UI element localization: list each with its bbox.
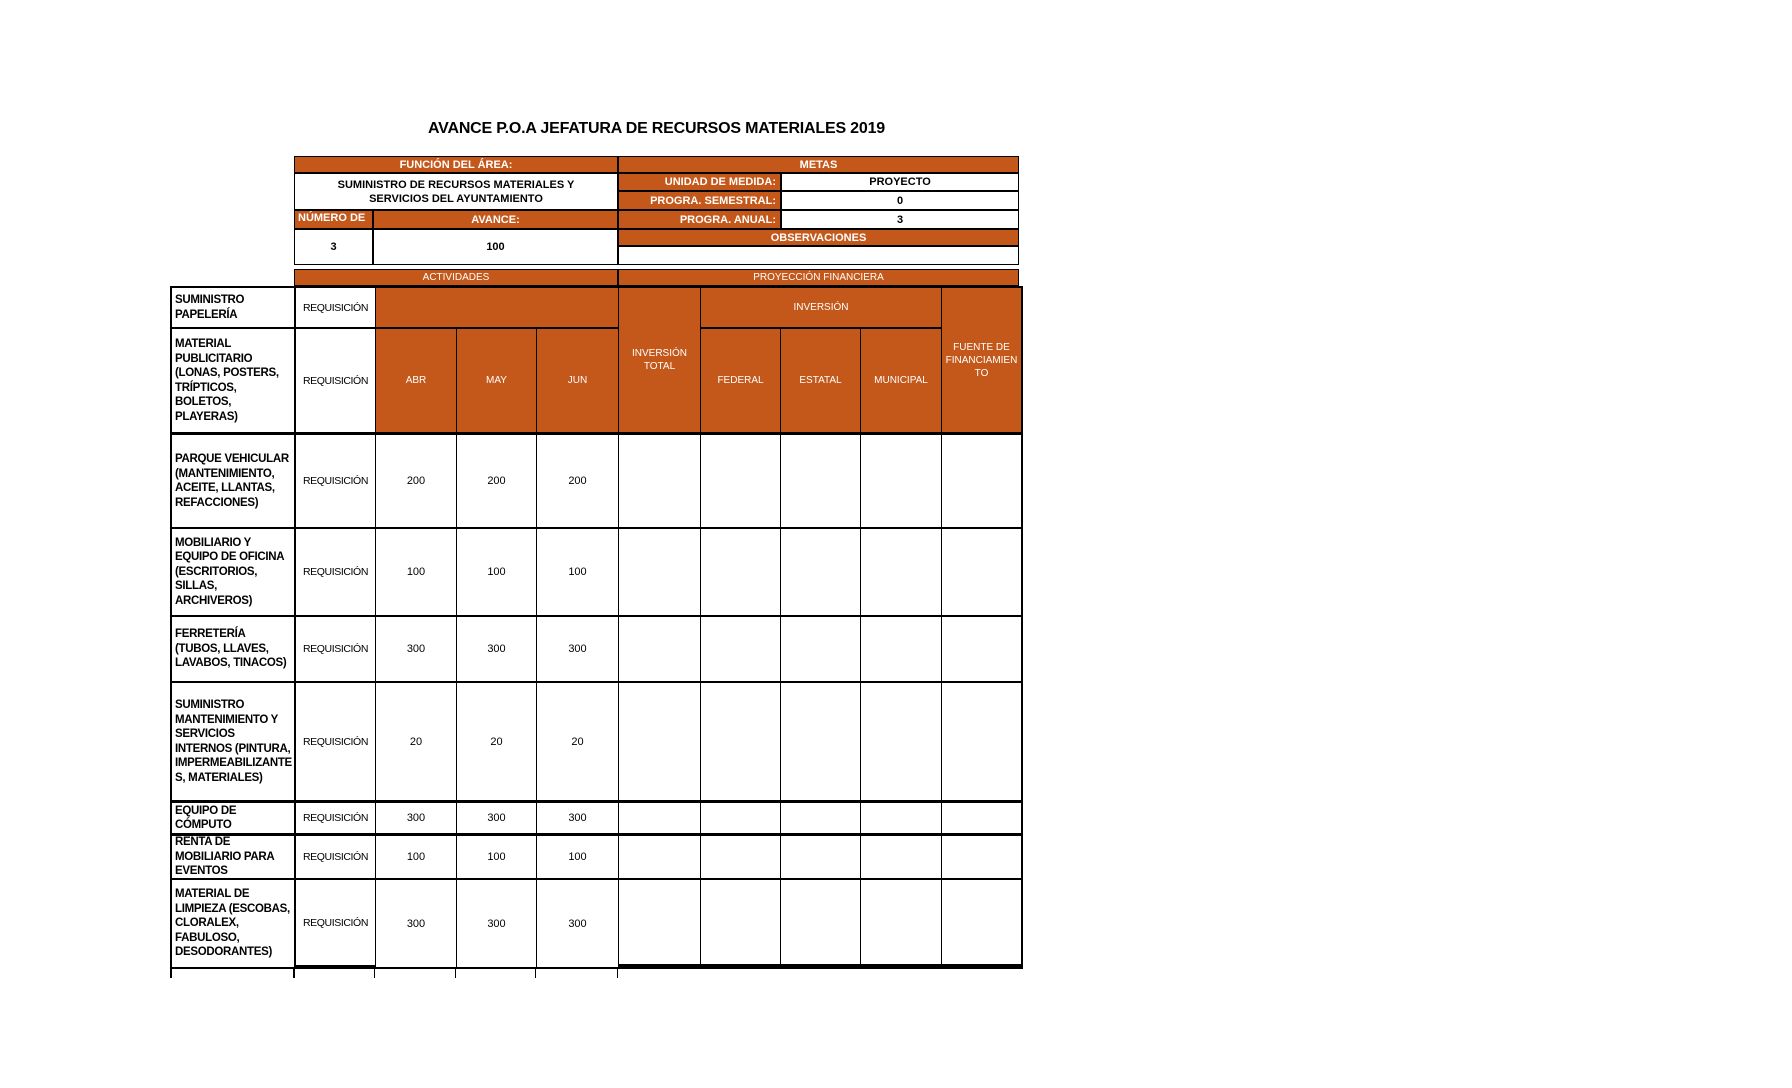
cell-jun: 20 bbox=[537, 683, 619, 803]
funcion-block bbox=[294, 156, 618, 265]
empty-cell bbox=[942, 836, 1021, 880]
empty-cell bbox=[781, 529, 861, 617]
fuente-financiamiento-header: FUENTE DE FINANCIAMIENTO bbox=[942, 288, 1021, 435]
empty-cell bbox=[619, 880, 701, 967]
month-header-abr: ABR bbox=[376, 329, 457, 435]
cell-abr: 300 bbox=[376, 803, 457, 836]
row-tipo: REQUISICIÓN bbox=[296, 683, 376, 803]
top-info-section bbox=[294, 156, 1019, 265]
empty-cell bbox=[781, 880, 861, 967]
empty-cell bbox=[619, 617, 701, 683]
metas-header: METAS bbox=[618, 156, 1019, 173]
cell-may: 300 bbox=[457, 803, 537, 836]
empty-cell bbox=[701, 880, 781, 967]
poa-table bbox=[170, 286, 1023, 969]
empty-cell bbox=[942, 617, 1021, 683]
col-header-estatal: ESTATAL bbox=[781, 329, 861, 435]
row-tipo: REQUISICIÓN bbox=[296, 329, 376, 435]
cell-may: 100 bbox=[457, 836, 537, 880]
col-header-federal: FEDERAL bbox=[701, 329, 781, 435]
cell-abr: 100 bbox=[376, 836, 457, 880]
observaciones-value bbox=[618, 246, 1019, 265]
cell-may: 100 bbox=[457, 529, 537, 617]
progra-anual-label: PROGRA. ANUAL: bbox=[618, 210, 781, 229]
empty-cell bbox=[781, 435, 861, 529]
progra-semestral-label: PROGRA. SEMESTRAL: bbox=[618, 191, 781, 210]
avance-value: 100 bbox=[373, 229, 618, 265]
empty-cell bbox=[861, 683, 942, 803]
row-label: MOBILIARIO Y EQUIPO DE OFICINA (ESCRITORIOS, SILLAS, ARCHIVEROS) bbox=[172, 529, 296, 617]
proyeccion-financiera-band: PROYECCIÓN FINANCIERA bbox=[618, 269, 1019, 286]
empty-cell bbox=[781, 803, 861, 836]
numero-label: NÚMERO DE bbox=[294, 210, 373, 229]
months-header-band bbox=[376, 288, 619, 329]
empty-cell bbox=[861, 529, 942, 617]
row-label: RENTA DE MOBILIARIO PARA EVENTOS bbox=[172, 836, 296, 880]
page-title: AVANCE P.O.A JEFATURA DE RECURSOS MATERIALES 2019 bbox=[428, 120, 885, 137]
empty-cell bbox=[619, 683, 701, 803]
inversion-total-header: INVERSIÓN TOTAL bbox=[619, 288, 701, 435]
row-tipo: REQUISICIÓN bbox=[296, 836, 376, 880]
col-header-municipal: MUNICIPAL bbox=[861, 329, 942, 435]
progra-semestral-value: 0 bbox=[781, 191, 1019, 210]
row-label: PARQUE VEHICULAR (MANTENIMIENTO, ACEITE, LLANTAS, REFACCIONES) bbox=[172, 435, 296, 529]
actividades-band: ACTIVIDADES bbox=[294, 269, 618, 286]
row-tipo: REQUISICIÓN bbox=[296, 288, 376, 329]
inversion-header: INVERSIÓN bbox=[701, 288, 942, 329]
empty-cell bbox=[861, 435, 942, 529]
cell-may: 300 bbox=[457, 617, 537, 683]
month-header-may: MAY bbox=[457, 329, 537, 435]
cell-abr: 300 bbox=[376, 880, 457, 967]
progra-anual-value: 3 bbox=[781, 210, 1019, 229]
row-label: SUMINISTRO MANTENIMIENTO Y SERVICIOS INTERNOS (PINTURA, IMPERMEABILIZANTES, MATERIALES) bbox=[172, 683, 296, 803]
cell-jun: 300 bbox=[537, 617, 619, 683]
numero-value: 3 bbox=[294, 229, 373, 265]
funcion-value: SUMINISTRO DE RECURSOS MATERIALES Y SERVICIOS DEL AYUNTAMIENTO bbox=[294, 173, 618, 210]
empty-cell bbox=[942, 803, 1021, 836]
cell-may: 20 bbox=[457, 683, 537, 803]
unidad-medida-value: PROYECTO bbox=[781, 173, 1019, 191]
row-label: MATERIAL PUBLICITARIO (LONAS, POSTERS, TRÍPTICOS, BOLETOS, PLAYERAS) bbox=[172, 329, 296, 435]
empty-cell bbox=[781, 683, 861, 803]
empty-cell bbox=[781, 617, 861, 683]
avance-label: AVANCE: bbox=[373, 210, 618, 229]
row-tipo: REQUISICIÓN bbox=[296, 803, 376, 836]
cell-jun: 300 bbox=[537, 880, 619, 967]
empty-cell bbox=[861, 836, 942, 880]
cell-abr: 100 bbox=[376, 529, 457, 617]
empty-cell bbox=[942, 529, 1021, 617]
cell-may: 200 bbox=[457, 435, 537, 529]
empty-cell bbox=[619, 836, 701, 880]
cell-abr: 20 bbox=[376, 683, 457, 803]
cell-abr: 300 bbox=[376, 617, 457, 683]
row-label: EQUIPO DE CÓMPUTO bbox=[172, 803, 296, 836]
row-label: MATERIAL DE LIMPIEZA (ESCOBAS, CLORALEX, FABULOSO, DESODORANTES) bbox=[172, 880, 296, 967]
poa-report bbox=[170, 120, 1022, 1000]
empty-cell bbox=[861, 803, 942, 836]
empty-cell bbox=[701, 803, 781, 836]
row-label: SUMINISTRO PAPELERÍA bbox=[172, 288, 296, 329]
unidad-medida-label: UNIDAD DE MEDIDA: bbox=[618, 173, 781, 191]
metas-block bbox=[618, 156, 1019, 265]
funcion-header: FUNCIÓN DEL ÁREA: bbox=[294, 156, 618, 173]
empty-cell bbox=[861, 617, 942, 683]
row-label: FERRETERÍA (TUBOS, LLAVES, LAVABOS, TINACOS) bbox=[172, 617, 296, 683]
row-tipo: REQUISICIÓN bbox=[296, 435, 376, 529]
table-bottom-overflow-lines bbox=[170, 969, 701, 978]
empty-cell bbox=[701, 435, 781, 529]
empty-cell bbox=[781, 836, 861, 880]
empty-cell bbox=[701, 683, 781, 803]
empty-cell bbox=[942, 435, 1021, 529]
cell-jun: 100 bbox=[537, 529, 619, 617]
empty-cell bbox=[861, 880, 942, 967]
cell-may: 300 bbox=[457, 880, 537, 967]
empty-cell bbox=[619, 803, 701, 836]
month-header-jun: JUN bbox=[537, 329, 619, 435]
empty-cell bbox=[619, 435, 701, 529]
cell-jun: 200 bbox=[537, 435, 619, 529]
cell-jun: 100 bbox=[537, 836, 619, 880]
cell-abr: 200 bbox=[376, 435, 457, 529]
empty-cell bbox=[942, 683, 1021, 803]
empty-cell bbox=[942, 880, 1021, 967]
section-bands bbox=[294, 269, 1019, 286]
empty-cell bbox=[619, 529, 701, 617]
cell-jun: 300 bbox=[537, 803, 619, 836]
row-tipo: REQUISICIÓN bbox=[296, 617, 376, 683]
row-tipo: REQUISICIÓN bbox=[296, 880, 376, 967]
row-tipo: REQUISICIÓN bbox=[296, 529, 376, 617]
empty-cell bbox=[701, 529, 781, 617]
observaciones-header: OBSERVACIONES bbox=[618, 229, 1019, 246]
empty-cell bbox=[701, 617, 781, 683]
empty-cell bbox=[701, 836, 781, 880]
